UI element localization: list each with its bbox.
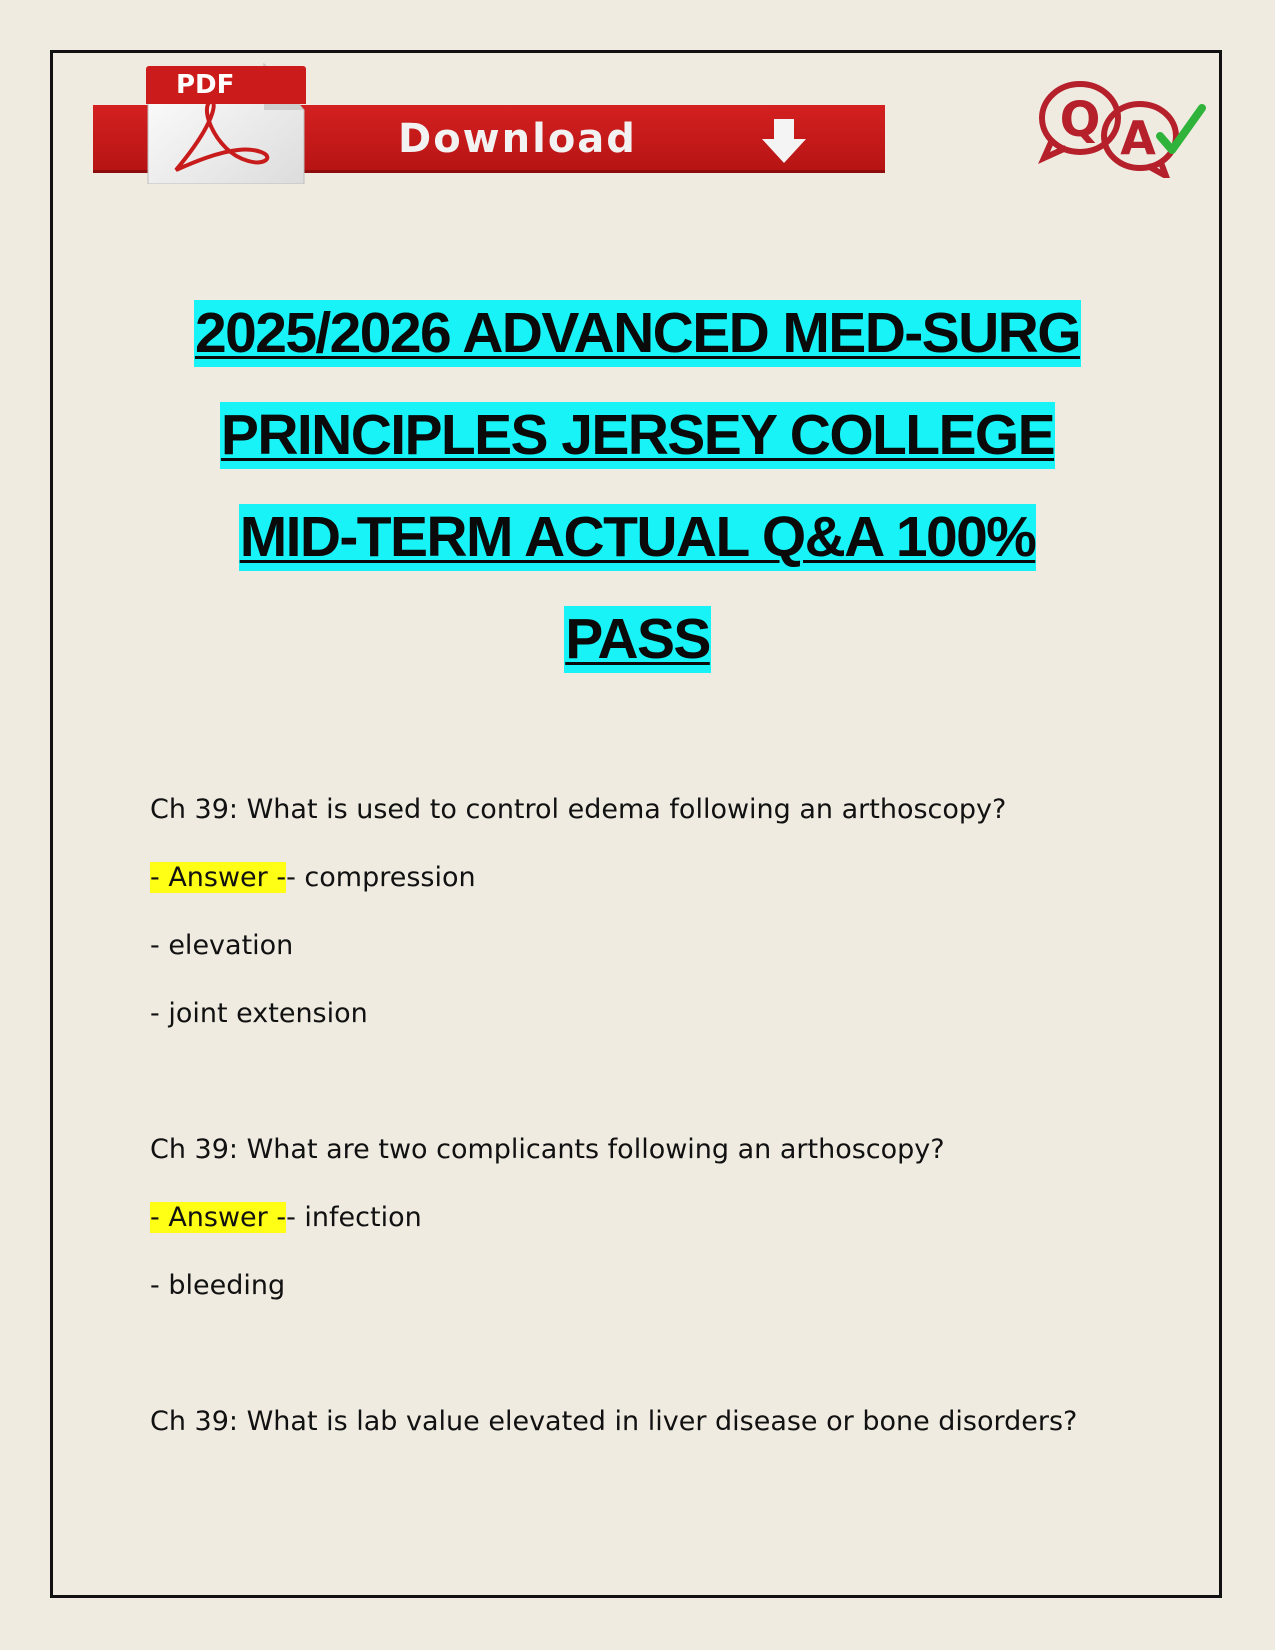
logo-q: Q [1059,92,1101,148]
answer-1-item-3: - joint extension [150,998,368,1029]
document-title [100,300,1175,708]
answer-1-item-2: - elevation [150,930,294,961]
question-2: Ch 39: What are two complicants following an arthoscopy? [150,1134,945,1165]
arrow-down-icon[interactable] [758,115,810,167]
download-label[interactable]: Download [398,116,637,162]
answer-text: - infection [286,1202,422,1233]
answer-text: - compression [286,862,476,893]
answer-2 [150,1198,1170,1266]
qa-list [150,790,1170,1470]
answer-label: - Answer - [150,862,287,893]
title-line-2: PRINCIPLES JERSEY COLLEGE [220,403,1055,467]
pdf-download-banner[interactable] [93,60,885,185]
qa-speech-bubbles-check-icon [1038,78,1208,178]
title-line-4: PASS [565,607,710,671]
question-3: Ch 39: What is lab value elevated in liver disease or bone disorders? [150,1406,1078,1437]
answer-1 [150,858,1170,926]
answer-label: - Answer - [150,1202,287,1233]
question-1: Ch 39: What is used to control edema following an arthoscopy? [150,794,1007,825]
title-line-3: MID-TERM ACTUAL Q&A 100% [239,505,1036,569]
pdf-label: PDF [146,66,306,104]
title-line-1: 2025/2026 ADVANCED MED-SURG [195,301,1080,365]
logo-a: A [1120,111,1156,165]
pdf-document-icon[interactable] [146,62,306,184]
answer-2-item-2: - bleeding [150,1270,286,1301]
